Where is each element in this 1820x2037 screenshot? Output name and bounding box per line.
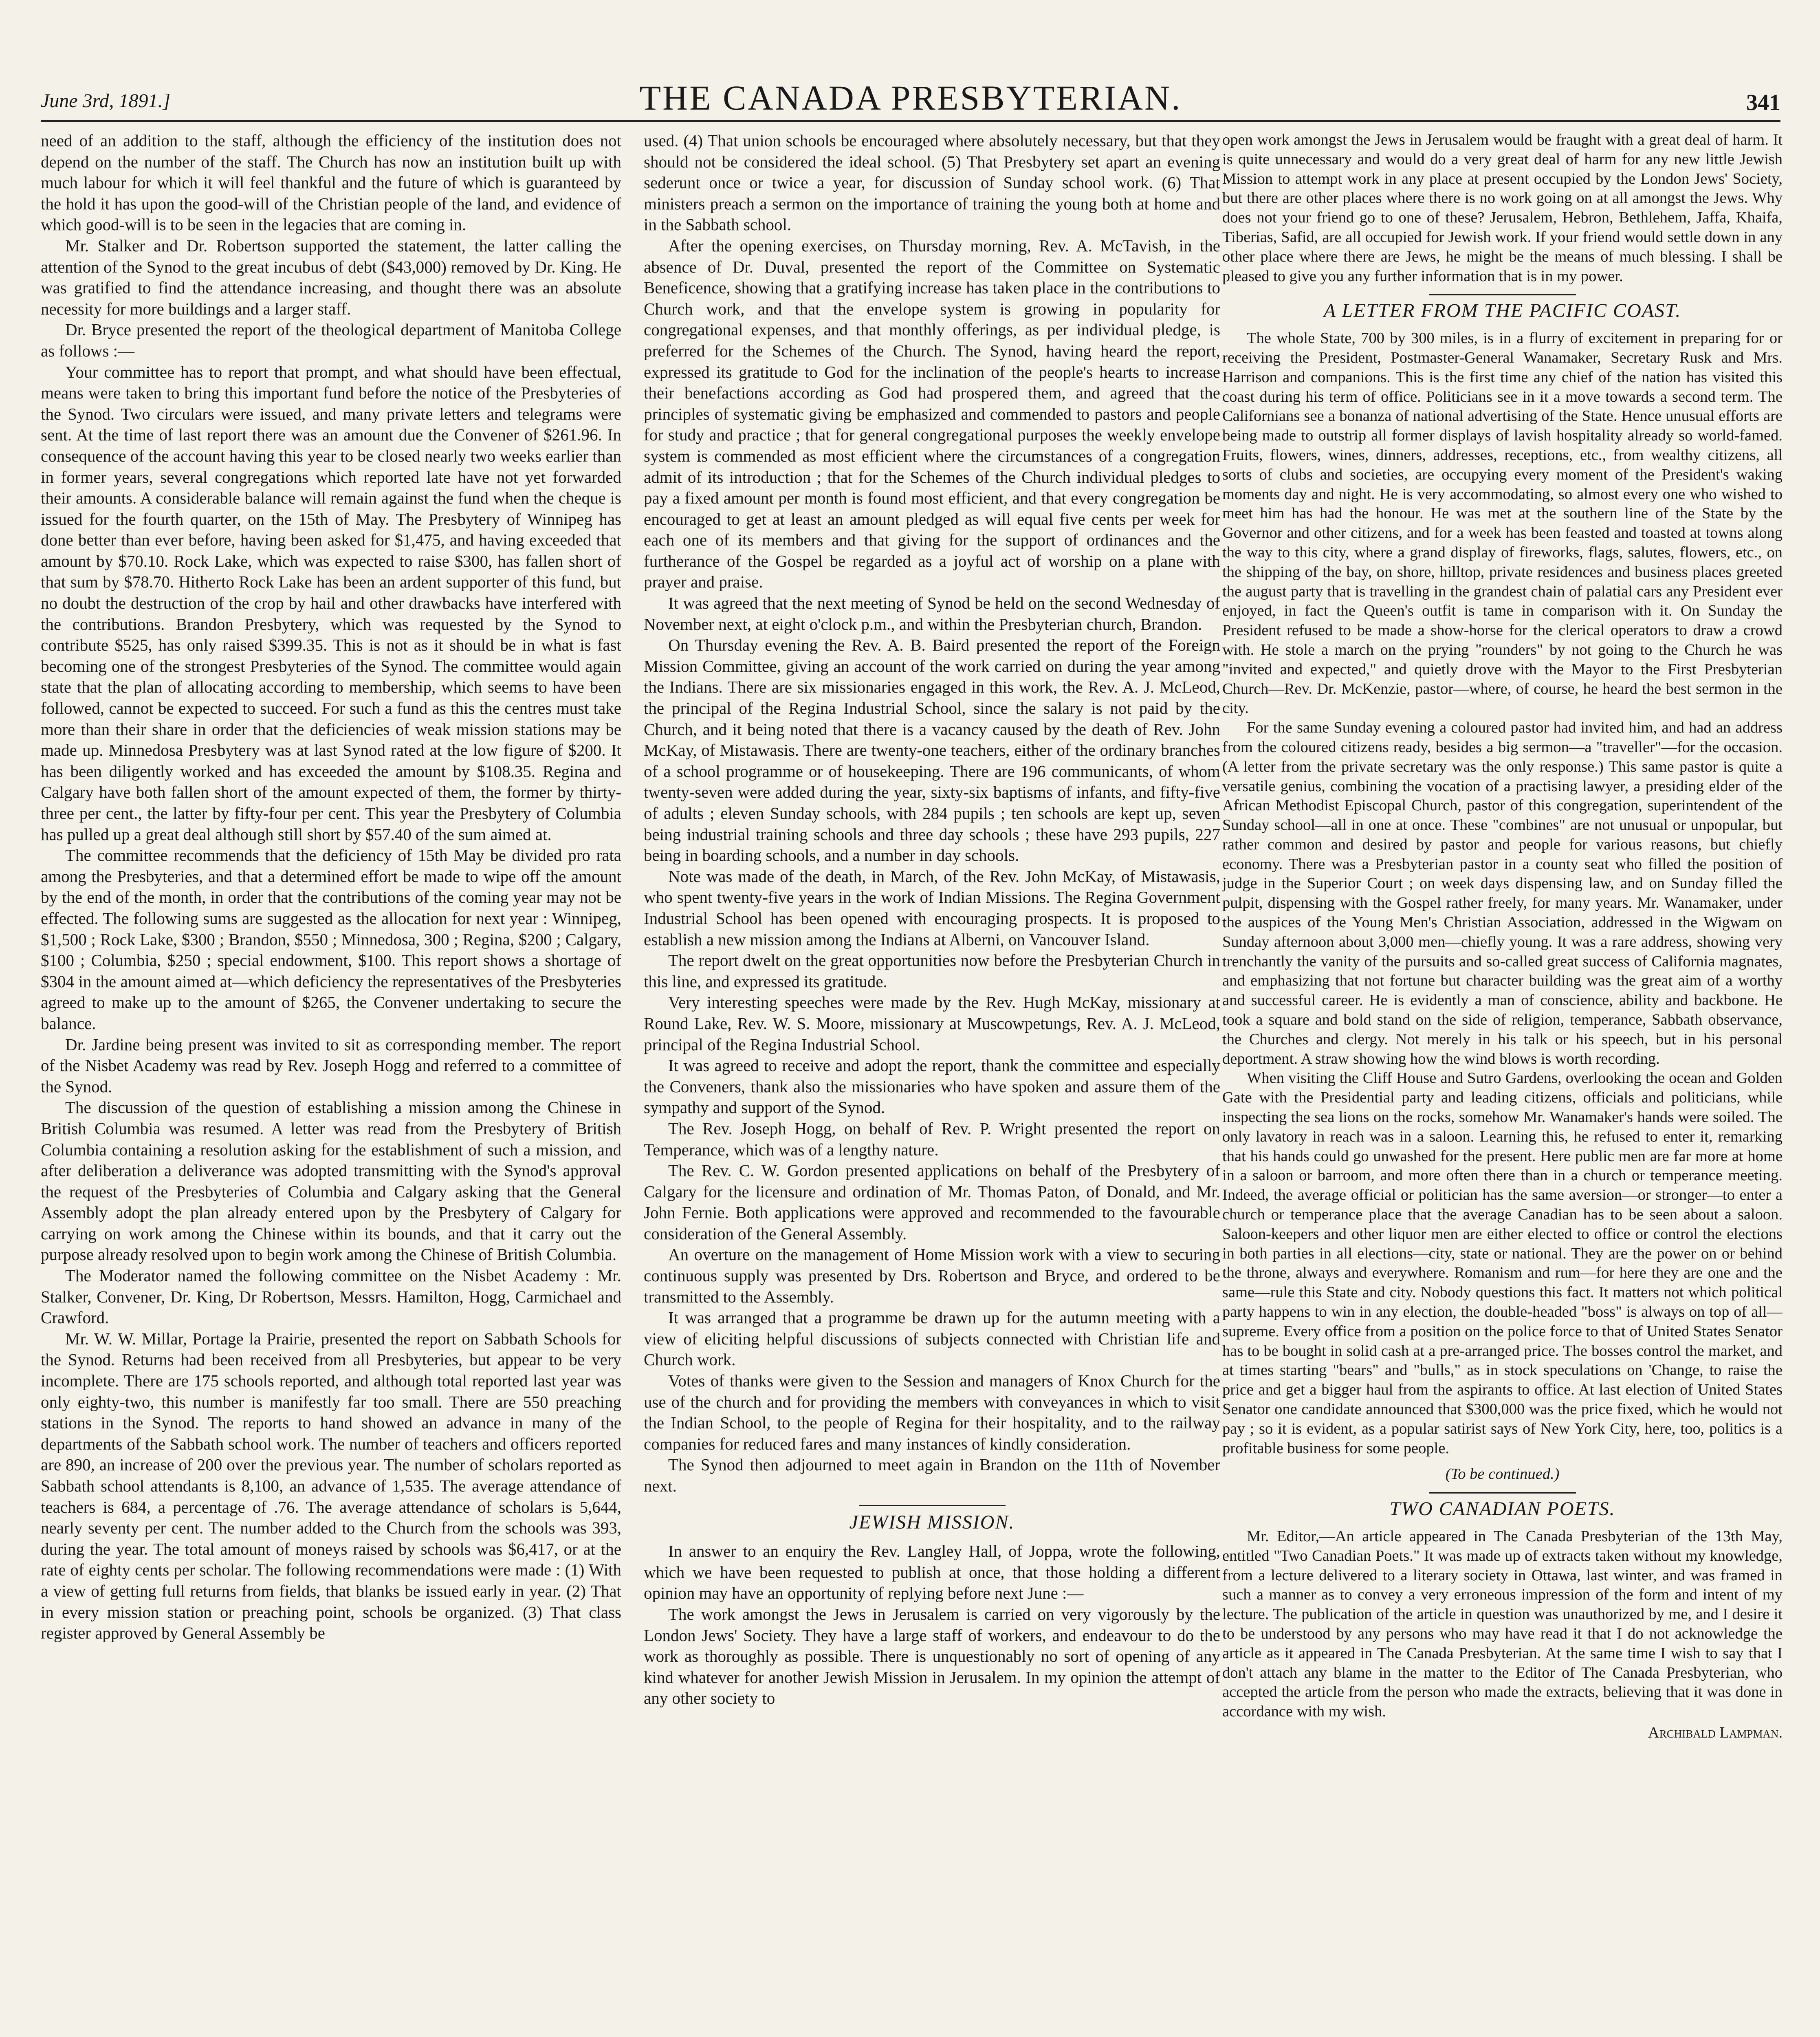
paragraph: The Rev. C. W. Gordon presented applications on behalf of the Presbytery of Calgary for the licensure and ordination of Mr. Thomas Paton, of Donald, and Mr. John Fernie. Both applications were approved and recommended to the favourable consideration of the General Assembly. <box>644 1161 1220 1243</box>
paragraph: Very interesting speeches were made by the Rev. Hugh McKay, missionary at Round Lake, Rev. W. S. Moore, missionary at Muscowpetungs, Rev. A. J. McLeod, principal of the Regina Industrial School. <box>644 993 1220 1054</box>
paragraph: The Moderator named the following committee on the Nisbet Academy : Mr. Stalker, Convener, Dr. King, Dr Robertson, Messrs. Hamilton, Hogg, Carmichael and Crawford. <box>41 1266 621 1327</box>
paragraph: used. (4) That union schools be encouraged where absolutely necessary, but that they should not be considered the ideal school. (5) That Presbytery set apart an evening sederunt once or twice a year, for discussion of Sunday school work. (6) That ministers preach a sermon on the importance of training the young both at home and in the Sabbath school. <box>644 131 1220 234</box>
paragraph: Your committee has to report that prompt, and what should have been effectual, means were taken to bring this important fund before the notice of the Presbyteries of the Synod. Two circulars were issued, and many private letters and telegrams were sent. At the time of last report there was an amount due the Convener of $261.96. In consequence of the account having this year to be closed nearly two weeks earlier than in former years, several congregations which reported late have not yet forwarded their amounts. A considerable balance will remain against the fund when the cheque is issued for the fourth quarter, on the 15th of May. The Presbytery of Winnipeg has done better than ever before, having been asked for $1,475, and having exceeded that amount by $70.10. Rock Lake, which was expected to raise $300, has fallen short of that sum by $78.70. Hitherto Rock Lake has been an ardent supporter of this fund, but no doubt the destruction of the crop by hail and other drawbacks have interfered with the contributions. Brandon Presbytery, which was requested by the Synod to contribute $525, has only raised $399.35. This is not as it should be in what is fast becoming one of the strongest Presbyteries of the Synod. The committee would again state that the plan of allocating according to membership, which seems to have been followed, cannot be expected to succeed. For such a fund as this the centres must take more than their share in order that the deficiencies of weak mission stations may be made up. Minnedosa Presbytery was at last Synod rated at the low figure of $200. It has been diligently worked and has exceeded the amount by $108.35. Regina and Calgary have both fallen short of the amount expected of them, the former by thirty-three per cent., the latter by fifty-four per cent. This year the Presbytery of Columbia has pulled up a great deal although still short by $57.40 of the sum aimed at. <box>41 362 621 844</box>
masthead-title: THE CANADA PRESBYTERIAN. <box>639 78 1182 117</box>
section-title: TWO CANADIAN POETS. <box>1389 1498 1615 1520</box>
paragraph: The Synod then adjourned to meet again in Brandon on the 11th of November next. <box>644 1455 1220 1495</box>
page-number: 341 <box>1746 90 1780 115</box>
paragraph: In answer to an enquiry the Rev. Langley Hall, of Joppa, wrote the following, which we have been requested to publish at once, that those holding a different opinion may have an opportunity of replying before next June :— <box>644 1542 1220 1603</box>
paragraph: It was agreed to receive and adopt the report, thank the committee and especially the Conveners, thank also the missionaries who have spoken and assure them of the sympathy and support of the Synod. <box>644 1056 1220 1117</box>
paragraph: The discussion of the question of establishing a mission among the Chinese in British Columbia was resumed. A letter was read from the Presbytery of British Columbia containing a resolution asking for the establishment of such a mission, and after deliberation a deliverance was adopted transmitting with the Synod's approval the request of the Presbyteries of Columbia and Calgary asking that the General Assembly adopt the plan already entered upon by the Presbytery of Calgary for carrying on work among the Chinese within its bounds, and that it carry out the purpose already resolved upon to begin work among the Chinese of British Columbia. <box>41 1098 621 1264</box>
paragraph: Dr. Jardine being present was invited to sit as corresponding member. The report of the Nisbet Academy was read by Rev. Joseph Hogg and referred to a committee of the Synod. <box>41 1035 621 1096</box>
paragraph: open work amongst the Jews in Jerusalem would be fraught with a great deal of harm. It is quite unnecessary and would do a very great deal of harm for any new little Jewish Mission to attempt work in any place at present occupied by the London Jews' Society, but there are other places where there is no work going on at all amongst the Jews. Why does not your friend go to one of these? Jerusalem, Hebron, Bethlehem, Jaffa, Khaifa, Tiberias, Safid, are all occupied for Jewish work. If your friend would settle down in any other place where there are Jews, he might be the means of much blessing. I shall be pleased to give you any further information that is in my power. <box>1222 131 1783 285</box>
issue-date: June 3rd, 1891.] <box>41 90 171 112</box>
section-heading-jewish-mission <box>644 1505 1220 1533</box>
paragraph: Votes of thanks were given to the Session and managers of Knox Church for the use of the church and for providing the members with conveyances in which to visit the Indian School, to the people of Regina for their hospitality, and to the railway companies for reduced fares and many instances of kindly consideration. <box>644 1371 1220 1453</box>
section-title: JEWISH MISSION. <box>849 1511 1015 1533</box>
section-title: A LETTER FROM THE PACIFIC COAST. <box>1323 300 1681 322</box>
paragraph: The Rev. Joseph Hogg, on behalf of Rev. P. Wright presented the report on Temperance, which was of a lengthy nature. <box>644 1119 1220 1159</box>
paragraph: On Thursday evening the Rev. A. B. Baird presented the report of the Foreign Mission Committee, giving an account of the work carried on during the year among the Indians. There are six missionaries engaged in this work, the Rev. A. J. McLeod, the principal of the Regina Industrial School, since the salary is not paid by the Church, and it being noted that there is a vacancy caused by the death of Rev. John McKay, of Mistawasis. There are twenty-one teachers, either of the ordinary branches of a school programme or of housekeeping. There are 196 communicants, of whom twenty-seven were added during the year, sixty-six baptisms of infants, and fifty-five of adults ; eleven Sunday schools, with 284 pupils ; ten schools are kept up, seven being industrial training schools and three day schools ; these have 293 pupils, 227 being in boarding schools, and a number in day schools. <box>644 636 1220 865</box>
page-header <box>41 61 1780 122</box>
paragraph: An overture on the management of Home Mission work with a view to securing continuous supply was presented by Drs. Robertson and Bryce, and ordered to be transmitted to the Assembly. <box>644 1245 1220 1306</box>
section-rule <box>1429 1492 1576 1494</box>
paragraph: The work amongst the Jews in Jerusalem is carried on very vigorously by the London Jews' Society. They have a large staff of workers, and endeavour to do the work as thoroughly as possible. There is unquestionably no sort of opening of any kind whatever for another Jewish Mission in Jerusalem. In my opinion the attempt of any other society to <box>644 1604 1220 1708</box>
section-rule <box>859 1505 1006 1506</box>
paragraph: The whole State, 700 by 300 miles, is in a flurry of excitement in preparing for or receiving the President, Postmaster-General Wanamaker, Secretary Rusk and Mrs. Harrison and companions. This is the first time any chief of the nation has visited this coast during his term of office. Politicians see in it a move towards a second term. The Californians see a bonanza of national advertising of the State. Hence unusual efforts are being made to outstrip all former displays of lavish hospitality already so world-famed. Fruits, flowers, wines, dinners, addresses, receptions, etc., from wealthy citizens, all sorts of clubs and societies, are occupying every moment of the President's waking moments day and night. He is very accommodating, so almost every one who wished to meet him has had the honour. He was met at the southern line of the State by the Governor and other citizens, and for a week has been feasted and toasted at towns along the way to this city, where a grand display of fireworks, flags, salutes, flowers, etc., on the shipping of the bay, on shore, hilltop, private residences and business places greeted the august party that is travelling in the grandest chain of palatial cars any President ever enjoyed, in fact the Queen's outfit is tame in comparison with it. On Sunday the President refused to be made a show-horse for the clerical operators to draw a crowd with. He stole a march on the prying "rounders" by not going to the Church he was "invited and expected," and quietly drove with the Mayor to the First Presbyterian Church—Rev. Dr. McKenzie, pastor—where, of course, he heard the best sermon in the city. <box>1222 330 1783 717</box>
column-2 <box>644 130 1220 2037</box>
section-rule <box>1429 294 1576 295</box>
to-be-continued: (To be continued.) <box>1445 1465 1560 1483</box>
section-heading-two-poets <box>1222 1492 1783 1519</box>
paragraph: Mr. Editor,—An article appeared in The Canada Presbyterian of the 13th May, entitled "Two Canadian Poets." It was made up of extracts taken without my knowledge, from a lecture delivered to a literary society in Ottawa, last winter, and was framed in such a manner as to convey a very erroneous impression of the form and intent of my lecture. The publication of the article in question was unauthorized by me, and I desire it to be understood by any persons who may have read it that I do not acknowledge the article as it appeared in The Canada Presbyterian. At the same time I wish to say that I don't attach any blame in the matter to the Editor of The Canada Presbyterian, who accepted the article from the person who made the extracts, believing that it was done in accordance with my wish. <box>1222 1527 1783 1720</box>
paragraph: Dr. Bryce presented the report of the theological department of Manitoba College as follows :— <box>41 320 621 360</box>
paragraph: need of an addition to the staff, although the efficiency of the institution does not depend on the number of the staff. The Church has now an institution built up with much labour for which it will feel thankful and the future of which is guaranteed by the hold it has upon the good-will of the Christian people of the land, and evidence of which good-will is to be seen in the legacies that are coming in. <box>41 131 621 234</box>
section-heading-pacific-coast <box>1222 294 1783 321</box>
paragraph: After the opening exercises, on Thursday morning, Rev. A. McTavish, in the absence of Dr. Duval, presented the report of the Committee on Systematic Beneficence, showing that a gratifying increase has taken place in the contributions to Church work, and that the envelope system is growing in popularity for congregational expenses, and that monthly offerings, as per individual pledge, is preferred for the Schemes of the Church. The Synod, having heard the report, expressed its gratitude to God for the inclination of the people's hearts to increase their benefactions according as God had prospered them, and agreed that the principles of systematic giving be emphasized and commended to pastors and people for study and practice ; that for general congregational purposes the weekly envelope system is commended as most efficient where the circumstances of a congregation admit of its introduction ; that for the Schemes of the Church individual pledges to pay a fixed amount per month is found most efficient, and that every congregation be encouraged to get at least an amount pledged as will equal five cents per week for each one of its members and that giving for the support of ordinances and the furtherance of the Gospel be regarded as a joyful act of worship on a plane with prayer and praise. <box>644 236 1220 592</box>
paragraph: The report dwelt on the great opportunities now before the Presbyterian Church in this line, and expressed its gratitude. <box>644 951 1220 991</box>
column-3 <box>1222 130 1783 2037</box>
paragraph: It was arranged that a programme be drawn up for the autumn meeting with a view of eliciting helpful discussions of subjects connected with Christian life and Church work. <box>644 1308 1220 1369</box>
paragraph: The committee recommends that the deficiency of 15th May be divided pro rata among the Presbyteries, and that a determined effort be made to wipe off the amount by the end of the month, in order that the contributions of the coming year may not be effected. The following sums are suggested as the allocation for next year : Winnipeg, $1,500 ; Rock Lake, $300 ; Brandon, $550 ; Minnedosa, 300 ; Regina, $200 ; Calgary, $100 ; Columbia, $250 ; special endowment, $100. This report shows a shortage of $304 in the amount aimed at—which deficiency the representatives of the Presbyteries agreed to make up to the amount of $265, the Convener undertaking to secure the balance. <box>41 846 621 1033</box>
paragraph: Mr. Stalker and Dr. Robertson supported the statement, the latter calling the attention of the Synod to the great incubus of debt ($43,000) removed by Dr. King. He was gratified to find the attendance increasing, and thought there was an absolute necessity for more buildings and a larger staff. <box>41 236 621 318</box>
paragraph: It was agreed that the next meeting of Synod be held on the second Wednesday of November next, at eight o'clock p.m., and within the Presbyterian church, Brandon. <box>644 594 1220 634</box>
paragraph: Note was made of the death, in March, of the Rev. John McKay, of Mistawasis, who spent twenty-five years in the work of Indian Missions. The Regina Government Industrial School has been opened with encouraging prospects. It is proposed to establish a new mission among the Indians at Alberni, on Vancouver Island. <box>644 867 1220 949</box>
column-1 <box>41 130 621 2037</box>
paragraph: Mr. W. W. Millar, Portage la Prairie, presented the report on Sabbath Schools for the Synod. Returns had been received from all Presbyteries, but appear to be very incomplete. There are 175 schools reported, and although total reported last year was only eighty-two, this number is manifestly far too small. There are 550 preaching stations in the Synod. The reports to hand showed an advance in many of the departments of the Sabbath school work. The number of teachers and officers reported are 890, an increase of 200 over the previous year. The number of scholars reported as Sabbath school attendants is 8,100, an advance of 1,535. The average attendance of teachers is 684, a percentage of .76. The average attendance of scholars is 5,644, nearly seventy per cent. The number added to the Church from the schools was 393, during the year. The total amount of moneys raised by schools was $6,417, or at the rate of eighty cents per scholar. The following recommendations were made : (1) With a view of getting full returns from fields, that blanks be issued early in year. (2) That in every mission station or preaching point, schools be organized. (3) That class register approved by General Assembly be <box>41 1329 621 1643</box>
header-rule <box>41 120 1780 122</box>
signature: Archibald Lampman. <box>1648 1724 1783 1741</box>
paragraph: When visiting the Cliff House and Sutro Gardens, overlooking the ocean and Golden Gate with the Presidential party and leading citizens, officials and politicians, while inspecting the sea lions on the rocks, somehow Mr. Wanamaker's hands were soiled. The only lavatory in reach was in a saloon. Learning this, he refused to enter it, remarking that his hands could go unwashed for the present. Here public men are far more at home in a saloon or barroom, and more often there than in a church or temperance meeting. Indeed, the average official or politician has the same aversion—or stronger—to enter a church or temperance place that the average Canadian has to be seen about a saloon. Saloon-keepers and other liquor men are either elected to office or control the elections in both parties in all elections—city, state or national. They are the power on or behind the throne, always and everywhere. Romanism and rum—for here they are one and the same—rule this State and city. Nobody questions this fact. It matters not which political party happens to win in any election, the double-headed "boss" is always on top of all—supreme. Every office from a position on the police force to that of United States Senator has to be bought in solid cash at a pre-arranged price. The bosses control the market, and at times starting "bears" and "bulls," as in stock speculations on 'Change, to raise the price and get a bigger haul from the aspirants to office. At last election of United States Senator one candidate announced that $300,000 was the price fixed, which he would not pay ; so it is evident, as a popular satirist says of New York City, here, too, politics is a profitable business for some people. <box>1222 1069 1783 1457</box>
paragraph: For the same Sunday evening a coloured pastor had invited him, and had an address from the coloured citizens ready, besides a big sermon—a "traveller"—for the occasion. (A letter from the private secretary was the only response.) This same pastor is quite a versatile genius, combining the vocation of a practising lawyer, a presiding elder of the African Methodist Episcopal Church, pastor of this congregation, superintendent of the Sunday school—all in one at once. These "combines" are not unusual or unpopular, but rather common and desired by pastor and people for various reasons, but chiefly economy. There was a Presbyterian pastor in a county seat who filled the position of judge in the Superior Court ; on week days dispensing law, and on Sunday filled the pulpit, dispensing with the Gospel rather freely, for many years. Mr. Wanamaker, under the auspices of the Young Men's Christian Association, addressed in the Wigwam on Sunday afternoon about 3,000 men—chiefly young. It was a rare address, showing very trenchantly the vanity of the pursuits and so-called great success of California magnates, and emphasizing that not fortune but character building was the great aim of a worthy and successful career. He is evidently a man of conscience, ability and backbone. He took a square and bold stand on the side of religion, temperance, Sabbath observance, the Churches and clergy. Not merely in his talk or his speech, but in his personal deportment. A straw showing how the wind blows is worth recording. <box>1222 719 1783 1067</box>
